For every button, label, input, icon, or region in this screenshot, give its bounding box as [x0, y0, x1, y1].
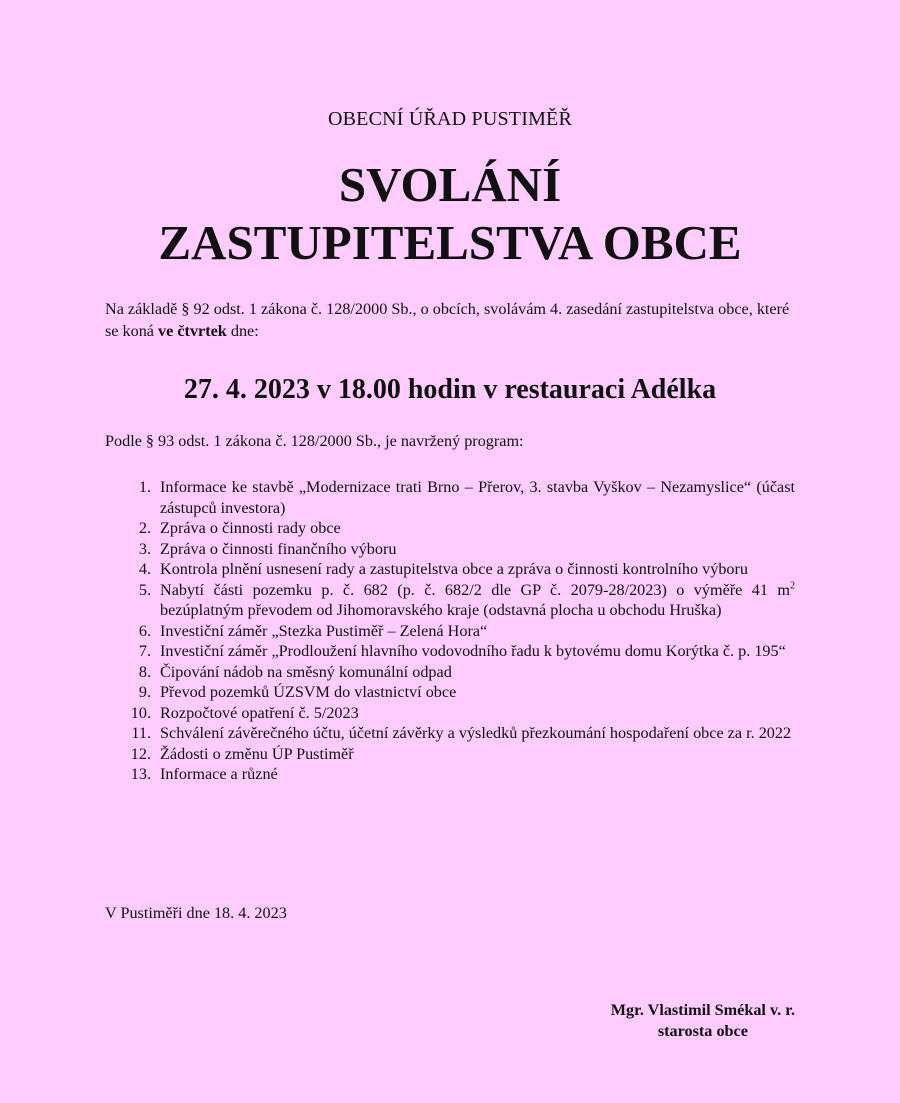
- agenda-item: [105, 539, 795, 560]
- agenda-item: [105, 559, 795, 580]
- agenda-item: [105, 477, 795, 518]
- agenda-item-number: 7.: [138, 642, 151, 660]
- superscript-2: 2: [790, 580, 795, 592]
- agenda-item-number: 11.: [131, 724, 151, 742]
- agenda-item: [105, 723, 795, 744]
- intro-paragraph: [105, 298, 795, 342]
- signature-block: [611, 1000, 795, 1042]
- agenda-item: [105, 641, 795, 662]
- intro-bold-day: ve čtvrtek: [158, 322, 227, 340]
- signature-role: starosta obce: [657, 1022, 748, 1040]
- agenda-item: [105, 703, 795, 724]
- agenda-item-number: 8.: [138, 662, 151, 681]
- agenda-list: [105, 477, 795, 785]
- agenda-item-text-end: bezúplatným převodem od Jihomoravského kraje (odstavná plocha u obchodu Hruška): [160, 601, 722, 619]
- place-date: V Pustiměři dne 18. 4. 2023: [105, 904, 287, 922]
- agenda-item: [105, 764, 795, 785]
- agenda-item-text: Investiční záměr „Stezka Pustiměř – Zelená Hora“: [160, 621, 488, 640]
- agenda-item-text: Čipování nádob na směsný komunální odpad: [160, 662, 452, 681]
- agenda-item-text-start: Nabytí části pozemku p. č. 682 (p. č. 682/2 dle GP č. 2079-28/2023) o výměře 41 m: [160, 580, 790, 599]
- agenda-item: [105, 662, 795, 683]
- agenda-item-number: 1.: [138, 478, 151, 496]
- agenda-item-number: 3.: [138, 539, 151, 558]
- agenda-item-text: Informace a různé: [160, 765, 278, 783]
- agenda-item-text: Investiční záměr „Prodloužení hlavního vodovodního řadu k bytovému domu Korýtka č. p. 195“: [160, 642, 786, 660]
- agenda-item-number: 10.: [130, 703, 151, 722]
- signature-name: Mgr. Vlastimil Smékal v. r.: [610, 1001, 795, 1019]
- agenda-item: [105, 621, 795, 642]
- agenda-item-number: 4.: [138, 560, 151, 578]
- title-line-2: ZASTUPITELSTVA OBCE: [158, 215, 742, 270]
- agenda-item: [105, 744, 795, 765]
- agenda-item: [105, 518, 795, 539]
- agenda-item-text: Žádosti o změnu ÚP Pustiměř: [160, 744, 354, 763]
- agenda-item-text: Zpráva o činnosti rady obce: [160, 519, 341, 537]
- agenda-item-text: Kontrola plnění usnesení rady a zastupitelstva obce a zpráva o činnosti kontrolního výboru: [160, 560, 748, 578]
- agenda-item-number: 13.: [130, 765, 151, 783]
- agenda-item-text: Převod pozemků ÚZSVM do vlastnictví obce: [160, 683, 457, 701]
- agenda-item-text: Schválení závěrečného účtu, účetní závěrky a výsledků přezkoumání hospodaření obce za r. 2022: [160, 724, 792, 742]
- title-line-1: SVOLÁNÍ: [338, 157, 562, 212]
- page-title: [0, 156, 900, 272]
- agenda-item-number: 5.: [138, 580, 151, 599]
- office-heading: OBECNÍ ÚŘAD PUSTIMĚŘ: [327, 108, 573, 130]
- intro-text-start: Na základě § 92 odst. 1 zákona č. 128/2000 Sb., o obcích, svolávám 4. zasedání zastupitelstva obce, které se koná: [105, 300, 790, 340]
- agenda-item-number: 6.: [138, 621, 151, 640]
- intro-text-end: dne:: [226, 322, 259, 340]
- agenda-item: [105, 580, 795, 621]
- agenda-item-number: 12.: [130, 744, 151, 763]
- agenda-item-text: Informace ke stavbě „Modernizace trati Brno – Přerov, 3. stavba Vyškov – Nezamyslice“ (účast zástupců investora): [160, 478, 795, 517]
- agenda-item-text: Rozpočtové opatření č. 5/2023: [160, 703, 359, 722]
- agenda-item-number: 2.: [138, 519, 151, 537]
- agenda-item-number: 9.: [138, 683, 151, 701]
- agenda-item-text: Zpráva o činnosti finančního výboru: [160, 539, 397, 558]
- program-intro: Podle § 93 odst. 1 zákona č. 128/2000 Sb., je navržený program:: [105, 432, 524, 450]
- agenda-item: [105, 682, 795, 703]
- meeting-datetime-place: 27. 4. 2023 v 18.00 hodin v restauraci Adélka: [183, 374, 717, 405]
